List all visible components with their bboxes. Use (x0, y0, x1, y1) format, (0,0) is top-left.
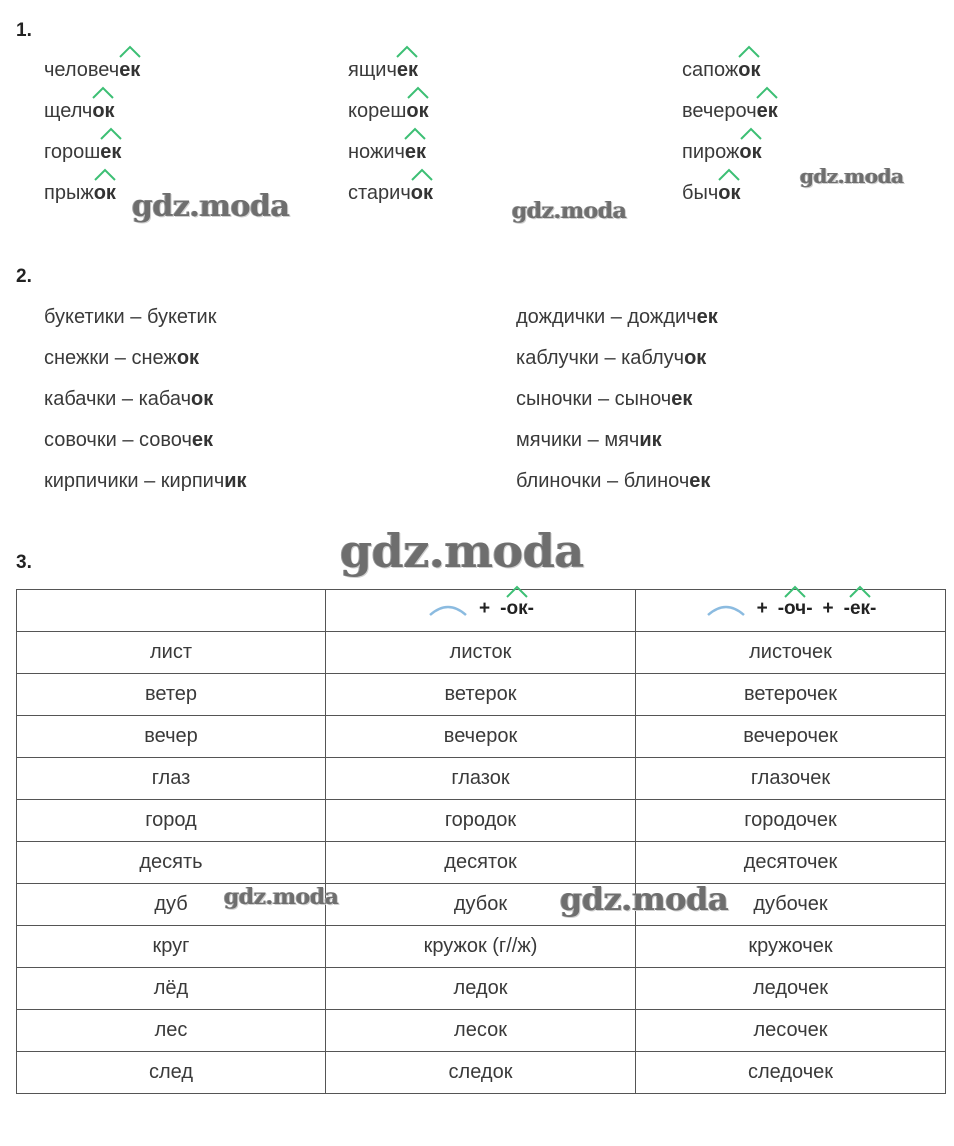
och-ek-form-cell: вечерочек (636, 716, 946, 758)
base-word-cell: лист (17, 632, 326, 674)
word-suffix (738, 59, 760, 81)
pair-suffix: ик (639, 429, 662, 451)
word-root: человеч (44, 59, 120, 81)
word-suffix-text: ок (410, 182, 434, 204)
word-suffix (119, 59, 140, 81)
ending-arc-icon (427, 601, 469, 617)
table-row (17, 674, 946, 716)
header-suffix-ok (500, 598, 534, 620)
header-suffix-och-text: -оч- (777, 598, 813, 619)
diminutive-word (44, 140, 121, 164)
plural-singular-pair (516, 428, 662, 452)
header-och-ek-cell (636, 590, 946, 632)
section-1-number: 1. (16, 20, 32, 41)
diminutive-word (348, 58, 418, 82)
section-3-number: 3. (16, 552, 32, 573)
suffix-mark-icon (91, 86, 115, 100)
pair-suffix: ок (190, 388, 214, 410)
word-suffix-text: ок (92, 100, 115, 122)
header-suffix-och (778, 598, 813, 620)
base-word-cell: десять (17, 842, 326, 884)
watermark: gdz.moda (800, 164, 904, 188)
table-row (17, 968, 946, 1010)
table-row (17, 842, 946, 884)
header-suffix-ek-text: -ек- (843, 598, 877, 619)
pair-text: кабачки – кабач (44, 388, 191, 410)
header-plus: + (479, 598, 491, 619)
diminutive-word (348, 140, 426, 164)
pair-suffix: ек (671, 388, 693, 410)
base-word-cell: глаз (17, 758, 326, 800)
word-suffix-text: ок (739, 141, 762, 163)
ok-form-cell: вечерок (326, 716, 636, 758)
table-header-row (17, 590, 946, 632)
section-2-number: 2. (16, 266, 32, 287)
base-word-cell: след (17, 1052, 326, 1094)
plural-singular-pair (44, 305, 216, 329)
pair-suffix: ок (176, 347, 200, 369)
word-root: щелч (44, 100, 93, 122)
word-suffix (397, 59, 418, 81)
och-ek-form-cell: кружочек (636, 926, 946, 968)
pair-text: кирпичики – кирпич (44, 470, 225, 492)
watermark: gdz.moda (512, 198, 627, 224)
word-suffix-text: ок (738, 59, 761, 81)
och-ek-form-cell: десяточек (636, 842, 946, 884)
diminutive-word (44, 99, 115, 123)
table-row (17, 926, 946, 968)
word-suffix-text: ок (406, 100, 429, 122)
diminutive-word (44, 58, 140, 82)
plural-singular-pair (516, 346, 706, 370)
table-row (17, 1052, 946, 1094)
diminutive-word (682, 58, 760, 82)
diminutive-word (682, 140, 762, 164)
suffix-mark-icon (717, 168, 741, 182)
word-suffix (94, 182, 116, 204)
header-plus-2: + (822, 598, 834, 619)
och-ek-form-cell: глазочек (636, 758, 946, 800)
diminutive-word (348, 181, 433, 205)
suffix-mark-icon (848, 585, 872, 599)
word-root: сапож (682, 59, 739, 81)
ok-form-cell: лесок (326, 1010, 636, 1052)
plural-singular-pair (44, 346, 199, 370)
pair-text: дождички – дождич (516, 306, 697, 328)
word-suffix-text: ек (119, 59, 141, 81)
ok-form-cell: листок (326, 632, 636, 674)
word-suffix (100, 141, 121, 163)
pair-suffix: ек (689, 470, 711, 492)
och-ek-form-cell: ледочек (636, 968, 946, 1010)
suffix-mark-icon (93, 168, 117, 182)
word-formation-table (16, 589, 946, 1094)
plural-singular-pair (44, 469, 247, 493)
base-word-cell: лес (17, 1010, 326, 1052)
header-ok-cell (326, 590, 636, 632)
table-row (17, 758, 946, 800)
pair-text: каблучки – каблуч (516, 347, 685, 369)
ok-form-cell: десяток (326, 842, 636, 884)
suffix-mark-icon (755, 86, 779, 100)
och-ek-form-cell: городочек (636, 800, 946, 842)
table-row (17, 884, 946, 926)
suffix-mark-icon (406, 86, 430, 100)
header-plus-1: + (756, 598, 768, 619)
ok-form-cell: кружок (г//ж) (326, 926, 636, 968)
word-suffix-text: ек (396, 59, 419, 81)
table-body (17, 632, 946, 1094)
table-row (17, 1010, 946, 1052)
suffix-mark-icon (410, 168, 434, 182)
base-word-cell: ветер (17, 674, 326, 716)
suffix-mark-icon (403, 127, 427, 141)
word-root: прыж (44, 182, 94, 204)
ok-form-cell: глазок (326, 758, 636, 800)
table-row (17, 632, 946, 674)
diminutive-word (682, 181, 740, 205)
suffix-mark-icon (118, 45, 142, 59)
ending-arc-icon (705, 601, 747, 617)
table-row (17, 716, 946, 758)
watermark: gdz.moda (224, 884, 339, 910)
word-suffix (718, 182, 740, 204)
word-root: ящич (348, 59, 397, 81)
word-root: кореш (348, 100, 407, 122)
word-root: быч (682, 182, 719, 204)
word-suffix (406, 100, 428, 122)
suffix-mark-icon (505, 585, 529, 599)
och-ek-form-cell: следочек (636, 1052, 946, 1094)
base-word-cell: вечер (17, 716, 326, 758)
plural-singular-pair (516, 387, 692, 411)
ok-form-cell: дубок (326, 884, 636, 926)
suffix-mark-icon (737, 45, 761, 59)
pair-text: букетики – букетик (44, 306, 217, 328)
word-suffix-text: ок (93, 182, 116, 204)
och-ek-form-cell: лесочек (636, 1010, 946, 1052)
pair-suffix: ек (696, 306, 718, 328)
base-word-cell: круг (17, 926, 326, 968)
watermark: gdz.moda (132, 189, 290, 224)
plural-singular-pair (516, 469, 710, 493)
pair-text: мячики – мяч (516, 429, 640, 451)
watermark: gdz.moda (560, 880, 729, 918)
word-root: старич (348, 182, 411, 204)
ok-form-cell: следок (326, 1052, 636, 1094)
table-row (17, 800, 946, 842)
diminutive-word (348, 99, 429, 123)
pair-suffix: ек (191, 429, 214, 451)
ok-form-cell: ветерок (326, 674, 636, 716)
word-suffix-text: ек (100, 141, 122, 163)
suffix-mark-icon (783, 585, 807, 599)
pair-suffix: ик (224, 470, 247, 492)
word-suffix-text: ок (718, 182, 741, 204)
word-suffix-text: ек (404, 141, 427, 163)
word-root: вечероч (682, 100, 757, 122)
plural-singular-pair (516, 305, 718, 329)
word-root: пирож (682, 141, 740, 163)
word-suffix (405, 141, 426, 163)
suffix-mark-icon (395, 45, 419, 59)
word-suffix (739, 141, 761, 163)
plural-singular-pair (44, 387, 213, 411)
header-empty-cell (17, 590, 326, 632)
word-suffix (92, 100, 114, 122)
suffix-mark-icon (739, 127, 763, 141)
word-root: ножич (348, 141, 405, 163)
plural-singular-pair (44, 428, 213, 452)
och-ek-form-cell: листочек (636, 632, 946, 674)
watermark: gdz.moda (340, 524, 584, 578)
base-word-cell: город (17, 800, 326, 842)
pair-text: сыночки – сыноч (516, 388, 672, 410)
suffix-mark-icon (99, 127, 123, 141)
word-suffix (757, 100, 778, 122)
base-word-cell: лёд (17, 968, 326, 1010)
ok-form-cell: городок (326, 800, 636, 842)
och-ek-form-cell: ветерочек (636, 674, 946, 716)
pair-text: снежки – снеж (44, 347, 177, 369)
pair-suffix: ок (684, 347, 707, 369)
diminutive-word (682, 99, 778, 123)
word-root: горош (44, 141, 101, 163)
word-suffix-text: ек (756, 100, 778, 122)
base-word-cell: дуб (17, 884, 326, 926)
header-suffix-ek (844, 598, 877, 620)
ok-form-cell: ледок (326, 968, 636, 1010)
header-suffix-ok-text: -ок- (500, 598, 534, 619)
pair-text: совочки – совоч (44, 429, 192, 451)
diminutive-word (44, 181, 116, 205)
och-ek-form-cell: дубочек (636, 884, 946, 926)
pair-text: блиночки – блиноч (516, 470, 690, 492)
word-suffix (411, 182, 433, 204)
